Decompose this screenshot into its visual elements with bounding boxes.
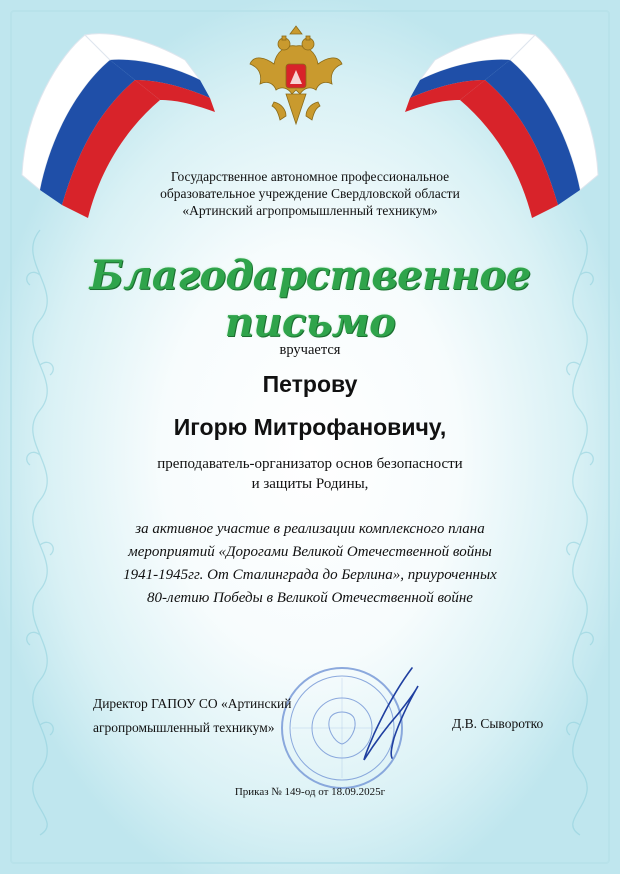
recipient-position [0,454,620,494]
director-line: Директор ГАПОУ СО «Артинский [93,696,292,711]
handwritten-signature [340,664,430,764]
director-title [93,692,291,740]
position-line: и защиты Родины, [251,476,369,492]
recipient-given-names: Игорю Митрофановичу, [173,414,447,440]
reason-line: за активное участие в реализации комплексного плана [135,521,485,537]
document-title: Благодарственное письмо [89,252,531,346]
position-line: преподаватель-организатор основ безопасности [157,456,463,472]
recipient-surname: Петрову [262,371,358,397]
reason-line: 80-летию Победы в Великой Отечественной войне [147,590,473,606]
russian-coat-of-arms-icon [246,24,346,134]
order-reference: Приказ № 149-од от 18.09.2025г [234,786,386,798]
reason-line: мероприятий «Дорогами Великой Отечественной войны [128,544,492,560]
org-line: Государственное автономное профессиональное [170,169,450,184]
director-line: агропромышленный техникум» [93,720,275,735]
organization-name [0,168,620,219]
reason-line: 1941-1945гг. От Сталинграда до Берлина», приуроченных [123,567,497,583]
org-line: образовательное учреждение Свердловской области [160,186,460,201]
signer-name: Д.В. Сыворотко [452,716,544,731]
org-line: «Артинский агропромышленный техникум» [182,203,438,218]
award-reason [0,518,620,610]
awarded-label: вручается [279,342,341,358]
